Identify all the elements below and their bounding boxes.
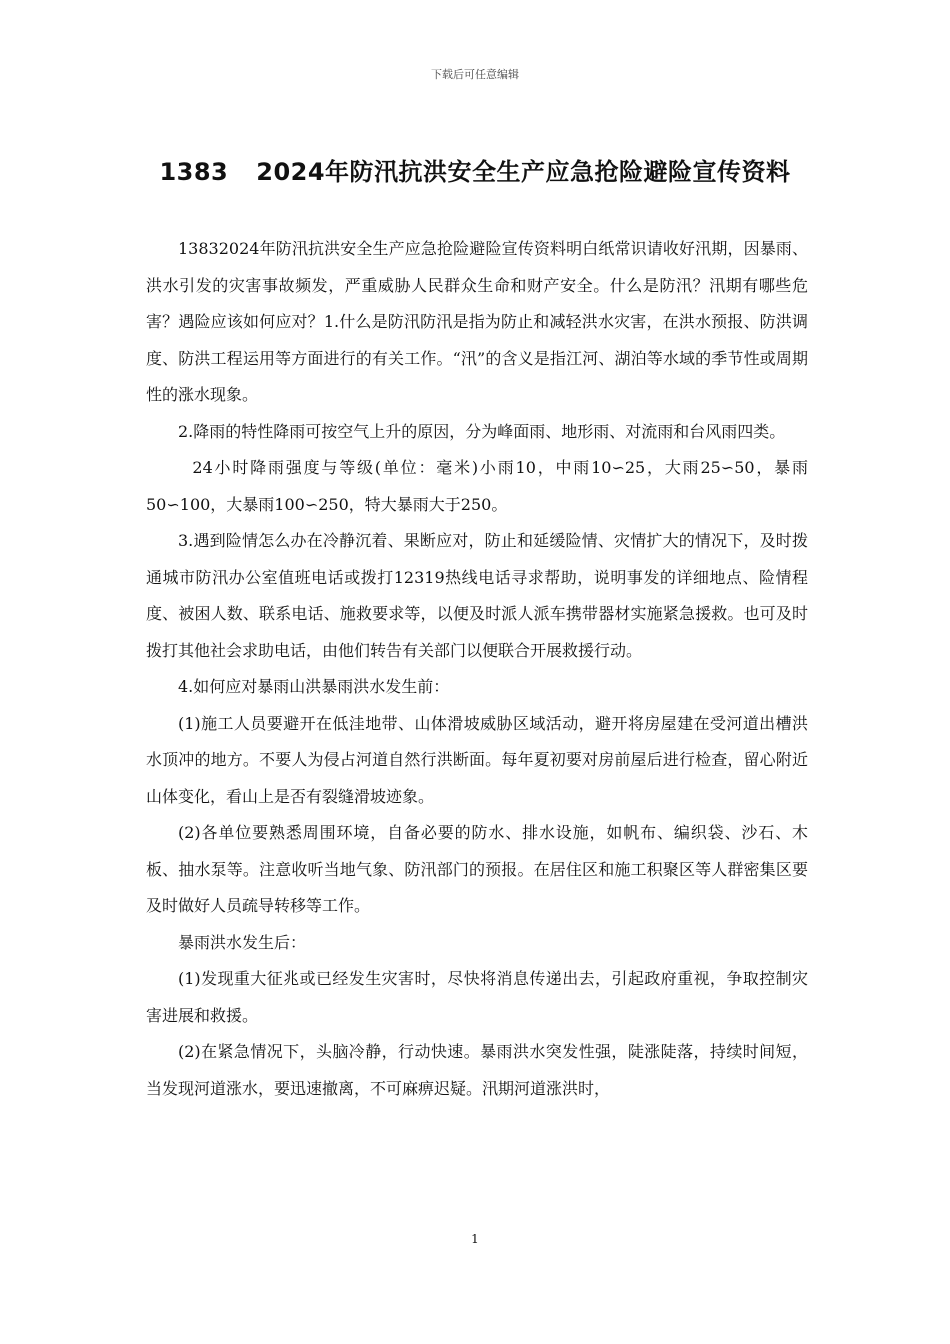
paragraph-after-2: (2)在紧急情况下，头脑冷静，行动快速。暴雨洪水突发性强，陡涨陡落，持续时间短，当发现河道涨水，要迅速撤离，不可麻痹迟疑。汛期河道涨洪时， — [146, 1042, 808, 1098]
document-body — [146, 231, 808, 1107]
paragraph-before-2: (2)各单位要熟悉周围环境，自备必要的防水、排水设施，如帆布、编织袋、沙石、木板、抽水泵等。注意收听当地气象、防汛部门的预报。在居住区和施工积聚区等人群密集区要及时做好人员疏导转移等工作。 — [146, 823, 808, 915]
paragraph-danger-response: 3.遇到险情怎么办在冷静沉着、果断应对，防止和延缓险情、灾情扩大的情况下，及时拨通城市防汛办公室值班电话或拨打12319热线电话寻求帮助，说明事发的详细地点、险情程度、被困人数、联系电话、施救要求等，以便及时派人派车携带器材实施紧急援救。也可及时拨打其他社会求助电话，由他们转告有关部门以便联合开展救援行动。 — [146, 531, 808, 660]
paragraph-after-1: (1)发现重大征兆或已经发生灾害时，尽快将消息传递出去，引起政府重视，争取控制灾害进展和救援。 — [146, 969, 808, 1025]
title-number: 1383 — [159, 158, 229, 186]
title-text: 2024年防汛抗洪安全生产应急抢险避险宣传资料 — [256, 158, 791, 186]
paragraph-before-1: (1)施工人员要避开在低洼地带、山体滑坡威胁区域活动，避开将房屋建在受河道出槽洪水顶冲的地方。不要人为侵占河道自然行洪断面。每年夏初要对房前屋后进行检查，留心附近山体变化，看山上是否有裂缝滑坡迹象。 — [146, 713, 808, 806]
paragraph-rain-levels: 24小时降雨强度与等级(单位：毫米)小雨10，中雨10∽25，大雨25∽50，暴雨50∽100，大暴雨100∽250，特大暴雨大于250。 — [146, 458, 808, 514]
document-title — [0, 152, 950, 187]
paragraph-intro: 13832024年防汛抗洪安全生产应急抢险避险宣传资料明白纸常识请收好汛期，因暴雨、洪水引发的灾害事故频发，严重威胁人民群众生命和财产安全。什么是防汛？汛期有哪些危害？遇险应该如何应对？1.什么是防汛防汛是指为防止和减轻洪水灾害，在洪水预报、防洪调度、防洪工程运用等方面进行的有关工作。“汛”的含义是指江河、湖泊等水域的季节性或周期性的涨水现象。 — [146, 239, 808, 404]
paragraph-after-heading: 暴雨洪水发生后： — [178, 932, 307, 952]
paragraph-storm-heading: 4.如何应对暴雨山洪暴雨洪水发生前： — [178, 677, 450, 696]
page-number: 1 — [471, 1232, 479, 1246]
header-note: 下载后可任意编辑 — [431, 68, 519, 81]
paragraph-rain-types: 2.降雨的特性降雨可按空气上升的原因，分为峰面雨、地形雨、对流雨和台风雨四类。 — [178, 421, 786, 441]
